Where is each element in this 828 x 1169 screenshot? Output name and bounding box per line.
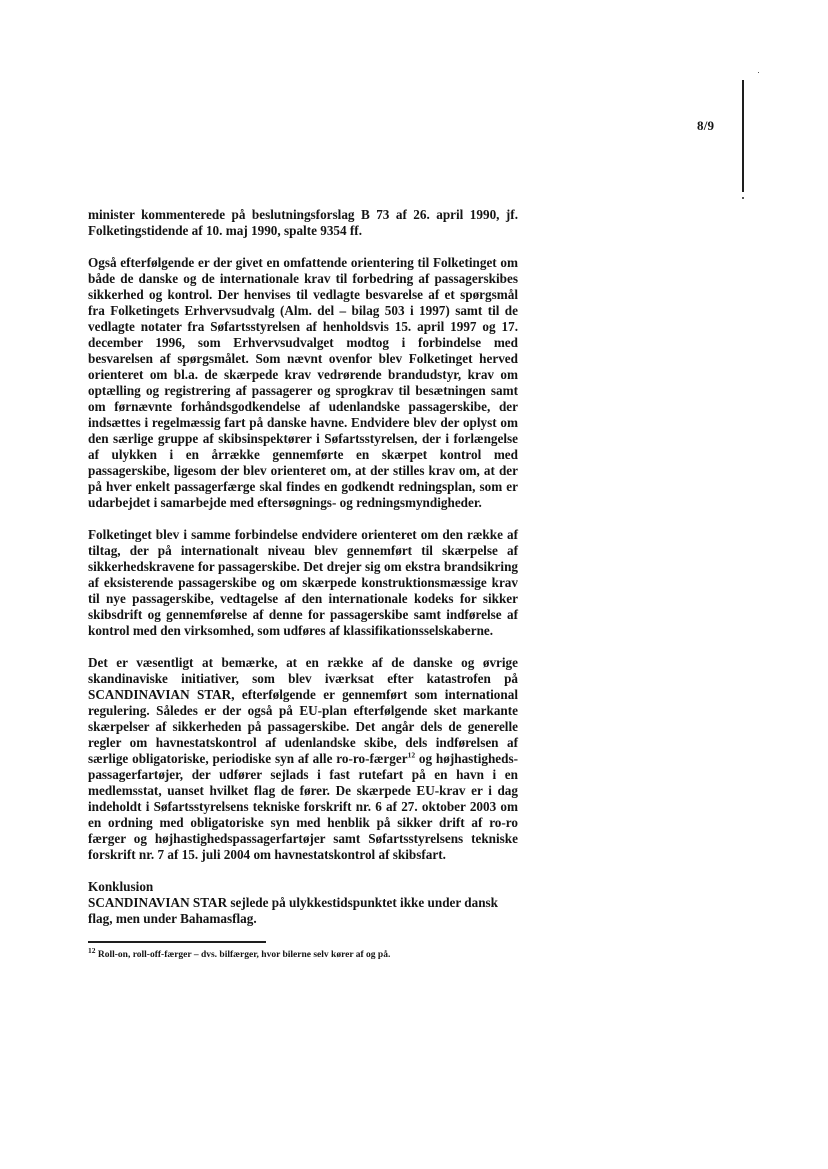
conclusion-text: SCANDINAVIAN STAR sejlede på ulykkestidspunktet ikke under dansk flag, men under Bahamasflag. (88, 895, 499, 926)
scan-speck (758, 72, 759, 73)
scan-margin-line (742, 80, 744, 192)
page-number: 8/9 (697, 118, 715, 133)
paragraph-eu-regulation (88, 655, 518, 863)
footnote-marker: 12 (88, 945, 96, 955)
paragraph-orientation: Også efterfølgende er der givet en omfattende orientering til Folketinget om både de danske og de internationale krav til forbedring af passagerskibes sikkerhed og kontrol. Der henvises til vedlagte besvarelse af et spørgsmål fra Folketingets Erhvervsudvalg (Alm. del – bilag 503 i 1997) samt til de vedlagte notater fra Søfartsstyrelsen af henholdsvis 15. april 1997 og 17. december 1996, som Erhvervsudvalget modtog i forbindelse med besvarelsen af spørgsmålet. Som nævnt ovenfor blev Folketinget herved orienteret om bl.a. de skærpede krav vedrørende brandudstyr, krav om optælling og registrering af passagerer og sprogkrav til besætningen samt om førnævnte forhåndsgodkendelse af udenlandske passagerskibe, der indsættes i regelmæssig fart på danske havne. Endvidere blev der oplyst om den særlige gruppe af skibsinspektører i Søfartsstyrelsen, der i forlængelse af ulykken i en årrække gennemførte en skærpet kontrol med passagerskibe, ligesom der blev orienteret om, at der stilles krav om, at der på hver enkelt passagerfærge skal findes en godkendt redningsplan, som er udarbejdet i samarbejde med eftersøgnings- og redningsmyndigheder. (88, 255, 518, 510)
paragraph-eu-text-part2: og højhastigheds-passagerfartøjer, der udfører sejlads i fast rutefart på en havn i en medlemsstat, uanset hvilket flag de fører. De skærpede EU-krav er i dag indeholdt i Søfartsstyrelsens tekniske forskrift nr. 6 af 27. oktober 2003 om en ordning med obligatoriske syn med henblik på sikker drift af ro-ro færger og højhastighedspassagerfartøjer samt Søfartsstyrelsens tekniske forskrift nr. 7 af 15. juli 2004 om havnestatskontrol af skibsfart. (88, 751, 518, 862)
conclusion-heading: Konklusion (88, 879, 154, 894)
footnote-reference: 12 (407, 750, 416, 760)
footnote-divider (88, 941, 266, 943)
document-body (88, 207, 518, 961)
footnote (88, 945, 518, 961)
paragraph-eu-text-part1: Det er væsentligt at bemærke, at en række af de danske og øvrige skandinaviske initiativer, som blev iværksat efter katastrofen på SCANDINAVIAN STAR, efterfølgende er gennemført som international regulering. Således er der også på EU-plan efterfølgende sket markante skærpelser af sikkerheden på passagerskibe. Det angår dels de generelle regler om havnestatskontrol af udenlandske skibe, dels indførelsen af særlige obligatoriske, periodiske syn af alle ro-ro-færger (88, 655, 518, 766)
paragraph-intro: minister kommenterede på beslutningsforslag B 73 af 26. april 1990, jf. Folketingstidende af 10. maj 1990, spalte 9354 ff. (88, 207, 518, 238)
footnote-text: Roll-on, roll-off-færger – dvs. bilfærger, hvor bilerne selv kører af og på. (95, 949, 391, 960)
paragraph-international-measures: Folketinget blev i samme forbindelse endvidere orienteret om den række af tiltag, der på internationalt niveau blev gennemført til skærpelse af sikkerhedskravene for passagerskibe. Det drejer sig om ekstra brandsikring af eksisterende passagerskibe og om skærpede konstruktionsmæssige krav til nye passagerskibe, vedtagelse af den internationale kodeks for sikker skibsdrift og gennemførelse af denne for passagerskibe samt indførelse af kontrol med den virksomhed, som udføres af klassifikationsselskaberne. (88, 527, 518, 638)
scan-speck (742, 197, 744, 199)
